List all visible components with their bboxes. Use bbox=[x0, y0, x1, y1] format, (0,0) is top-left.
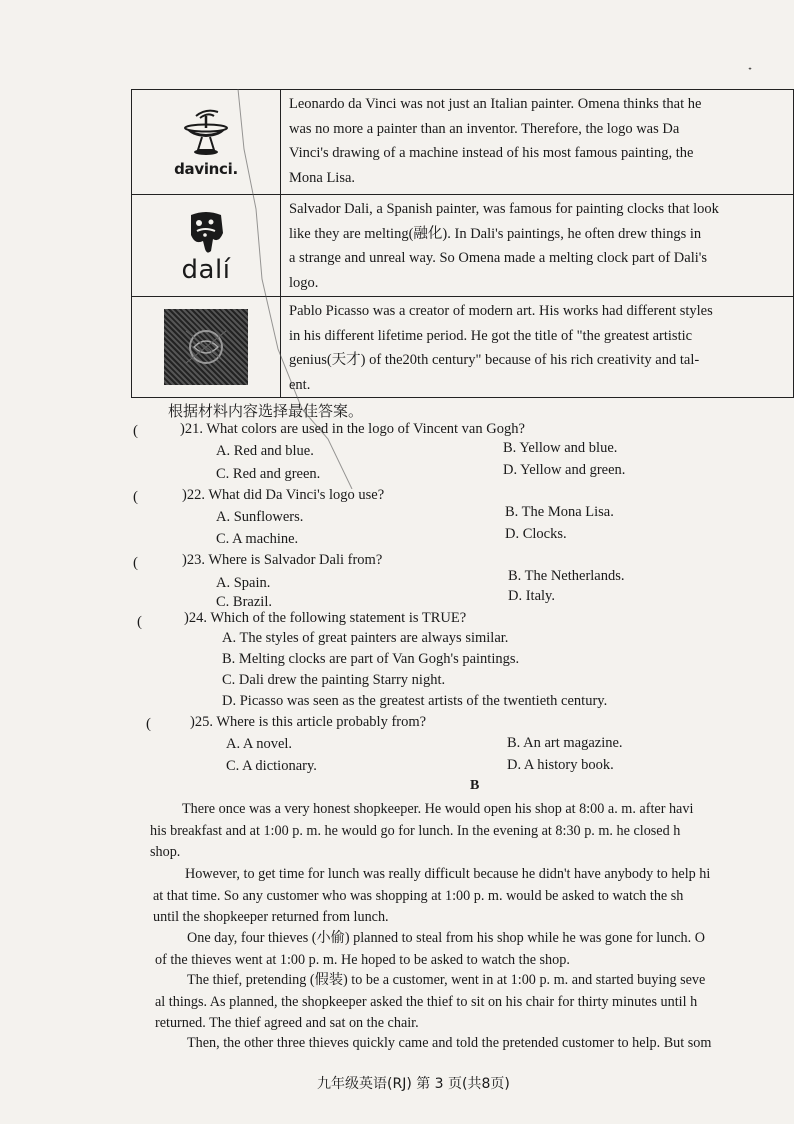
text-line: However, to get time for lunch was really difficult because he didn't have anybody to help hi bbox=[185, 866, 711, 882]
picasso-description bbox=[281, 297, 794, 398]
option-b: B. An art magazine. bbox=[507, 735, 623, 751]
davinci-logo-cell bbox=[132, 90, 281, 195]
dali-logo-cell bbox=[132, 195, 281, 297]
text-line: Leonardo da Vinci was not just an Italian painter. Omena thinks that he bbox=[289, 96, 702, 112]
text-line: was no more a painter than an inventor. Therefore, the logo was Da bbox=[289, 120, 680, 137]
option-b: B. The Mona Lisa. bbox=[505, 504, 614, 520]
table-row-davinci bbox=[132, 90, 794, 195]
instruction-text: 根据材料内容选择最佳答案。 bbox=[168, 402, 364, 420]
option-c: C. Brazil. bbox=[216, 594, 272, 610]
painter-logo-table bbox=[131, 89, 794, 398]
option-c: C. A dictionary. bbox=[226, 758, 317, 774]
question-22: )22. What did Da Vinci's logo use? bbox=[182, 487, 385, 503]
option-d: D. Clocks. bbox=[505, 526, 567, 542]
text-line: his breakfast and at 1:00 p. m. he would go for lunch. In the evening at 8:30 p. m. he closed h bbox=[150, 822, 681, 839]
picasso-logo-cell bbox=[132, 297, 281, 398]
answer-blank[interactable]: ( bbox=[133, 555, 138, 571]
text-line: returned. The thief agreed and sat on the chair. bbox=[155, 1015, 419, 1031]
question-23: )23. Where is Salvador Dali from? bbox=[182, 552, 383, 568]
text-line: ent. bbox=[289, 376, 311, 393]
question-24: )24. Which of the following statement is TRUE? bbox=[184, 610, 467, 626]
page-footer: 九年级英语(RJ) 第 3 页(共8页) bbox=[317, 1076, 510, 1092]
text-line: Pablo Picasso was a creator of modern art. His works had different styles bbox=[289, 303, 713, 319]
passage-paragraph bbox=[155, 970, 774, 1035]
option-a: A. Spain. bbox=[216, 575, 271, 591]
table-row-picasso bbox=[132, 297, 794, 398]
option-c: C. Dali drew the painting Starry night. bbox=[222, 672, 446, 688]
answer-blank[interactable]: ( bbox=[146, 716, 151, 732]
option-c: C. A machine. bbox=[216, 531, 299, 547]
text-line: of the thieves went at 1:00 p. m. He hoped to be asked to watch the shop. bbox=[155, 951, 570, 968]
answer-blank[interactable]: ( bbox=[137, 614, 142, 630]
passage-paragraph bbox=[150, 799, 774, 864]
table-row-dali bbox=[132, 195, 794, 297]
melting-clock-icon bbox=[183, 209, 229, 255]
text-line: like they are melting(融化). In Dali's paintings, he often drew things in bbox=[289, 225, 702, 242]
text-line: in his different lifetime period. He got the title of "the greatest artistic bbox=[289, 327, 693, 344]
text-line: at that time. So any customer who was shopping at 1:00 p. m. would be asked to watch the sh bbox=[153, 887, 684, 904]
option-a: A. The styles of great painters are always similar. bbox=[222, 630, 509, 646]
question-21: )21. What colors are used in the logo of Vincent van Gogh? bbox=[180, 421, 525, 437]
option-a: A. A novel. bbox=[226, 736, 293, 752]
option-d: D. Italy. bbox=[508, 588, 555, 604]
question-25: )25. Where is this article probably from? bbox=[190, 714, 427, 730]
picasso-abstract-icon bbox=[164, 309, 248, 385]
passage-paragraph bbox=[153, 864, 774, 929]
option-a: A. Red and blue. bbox=[216, 443, 314, 459]
answer-blank[interactable]: ( bbox=[133, 489, 138, 505]
text-line: shop. bbox=[150, 844, 181, 860]
option-d: D. Picasso was seen as the greatest artists of the twentieth century. bbox=[222, 693, 608, 709]
text-line: One day, four thieves (小偷) planned to steal from his shop while he was gone for lunch. O bbox=[187, 930, 705, 946]
text-line: Vinci's drawing of a machine instead of his most famous painting, the bbox=[289, 145, 694, 161]
lamp-machine-icon bbox=[174, 106, 238, 158]
option-b: B. The Netherlands. bbox=[508, 568, 625, 584]
option-d: D. Yellow and green. bbox=[503, 462, 626, 478]
option-d: D. A history book. bbox=[507, 757, 614, 773]
text-line: genius(天才) of the20th century" because of his rich creativity and tal- bbox=[289, 352, 700, 368]
text-line: until the shopkeeper returned from lunch. bbox=[153, 909, 389, 925]
dali-description bbox=[281, 195, 794, 297]
text-line: The thief, pretending (假装) to be a customer, went in at 1:00 p. m. and started buying seve bbox=[187, 972, 706, 988]
passage-paragraph bbox=[155, 1033, 774, 1055]
section-b-title: B bbox=[470, 778, 480, 793]
text-line: Mona Lisa. bbox=[289, 169, 356, 186]
option-c: C. Red and green. bbox=[216, 466, 321, 482]
davinci-description bbox=[281, 90, 794, 195]
passage-paragraph bbox=[155, 928, 774, 971]
text-line: al things. As planned, the shopkeeper asked the thief to sit on his chair for thirty minutes until h bbox=[155, 993, 698, 1010]
answer-blank[interactable]: ( bbox=[133, 423, 138, 439]
text-line: Then, the other three thieves quickly came and told the pretended customer to help. But som bbox=[187, 1035, 712, 1051]
option-b: B. Yellow and blue. bbox=[503, 440, 618, 456]
text-line: There once was a very honest shopkeeper. He would open his shop at 8:00 a. m. after havi bbox=[182, 801, 694, 817]
text-line: a strange and unreal way. So Omena made a melting clock part of Dali's bbox=[289, 250, 708, 266]
option-b: B. Melting clocks are part of Van Gogh's paintings. bbox=[222, 651, 520, 667]
text-line: logo. bbox=[289, 274, 319, 291]
davinci-logo-text: davinci. bbox=[174, 160, 238, 178]
dali-logo-text: dalí bbox=[181, 254, 231, 285]
option-a: A. Sunflowers. bbox=[216, 509, 304, 525]
text-line: Salvador Dali, a Spanish painter, was famous for painting clocks that look bbox=[289, 201, 719, 217]
corner-mark: ᐩ bbox=[748, 66, 752, 77]
